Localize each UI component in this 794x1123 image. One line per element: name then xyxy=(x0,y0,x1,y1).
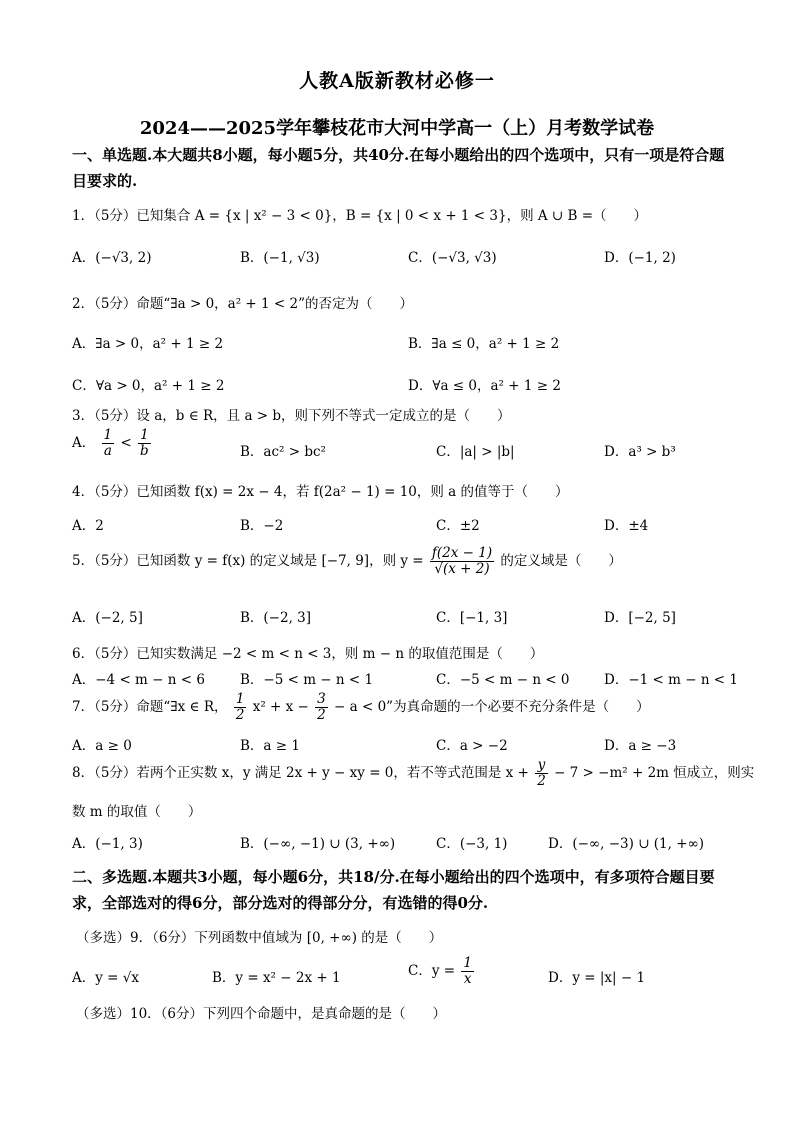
numerator: 3 xyxy=(317,691,326,707)
question-8-option-a: A．(−1, 3) xyxy=(72,836,143,852)
question-4-option-a: A．2 xyxy=(72,518,104,534)
denominator: b xyxy=(140,443,149,459)
question-7-option-b: B．a ≥ 1 xyxy=(240,738,300,754)
question-2-option-c: C．∀a > 0，a² + 1 ≥ 2 xyxy=(72,378,225,394)
fraction-1-over-a xyxy=(102,428,115,459)
stem-part-a: 7．（5分）命题“∃x ∈ R， xyxy=(72,699,228,715)
question-4-stem: 4．（5分）已知函数 f(x) = 2x − 4，若 f(2a² − 1) = 10，则 a 的值等于（ ） xyxy=(72,484,569,500)
numerator: 1 xyxy=(463,955,472,971)
question-8-option-c: C．(−3, 1) xyxy=(436,836,508,852)
question-5-option-d: D．[−2, 5] xyxy=(604,610,676,626)
stem-part-b: − 7 > −m² + 2m 恒成立，则实 xyxy=(554,765,755,781)
fraction-1-over-b xyxy=(138,428,151,459)
question-8-stem-continued: 数 m 的取值（ ） xyxy=(72,804,202,820)
question-4-option-c: C．±2 xyxy=(436,518,480,534)
numerator: 1 xyxy=(235,691,245,707)
question-6-option-d: D．−1 < m − n < 1 xyxy=(604,672,738,688)
option-a-prefix: A． xyxy=(72,435,96,451)
fraction-1-over-x xyxy=(461,956,474,987)
question-3-stem: 3．（5分）设 a，b ∈ R，且 a > b，则下列不等式一定成立的是（ ） xyxy=(72,408,511,424)
question-4-option-b: B．−2 xyxy=(240,518,284,534)
question-3-option-c: C．|a| > |b| xyxy=(436,444,515,460)
question-9-option-d: D．y = |x| − 1 xyxy=(548,970,646,986)
question-8-stem xyxy=(72,757,755,789)
fraction-one-half xyxy=(234,692,247,723)
numerator: f(2x − 1) xyxy=(431,545,493,561)
question-4-option-d: D．±4 xyxy=(604,518,649,534)
fraction-three-halves xyxy=(315,692,328,723)
question-6-option-c: C．−5 < m − n < 0 xyxy=(436,672,570,688)
question-2-option-b: B．∃a ≤ 0，a² + 1 ≥ 2 xyxy=(408,336,560,352)
question-7-option-c: C．a > −2 xyxy=(436,738,508,754)
question-2-option-a: A．∃a > 0，a² + 1 ≥ 2 xyxy=(72,336,224,352)
question-6-option-b: B．−5 < m − n < 1 xyxy=(240,672,374,688)
fraction-f-over-sqrt xyxy=(430,546,494,577)
question-9-stem: （多选）9．（6分）下列函数中值域为 [0, +∞) 的是（ ） xyxy=(76,930,443,946)
question-5-stem xyxy=(72,546,732,577)
question-3-option-a xyxy=(72,428,153,459)
question-6-stem: 6．（5分）已知实数满足 −2 < m < n < 3，则 m − n 的取值范围是（ ） xyxy=(72,646,544,662)
question-1-stem: 1．（5分）已知集合 A = {x | x² − 3 < 0}，B = {x | 0 < x + 1 < 3}，则 A ∪ B =（ ） xyxy=(72,208,648,224)
denominator: 2 xyxy=(317,707,326,723)
question-7-option-a: A．a ≥ 0 xyxy=(72,738,132,754)
option-c-prefix: C．y = xyxy=(408,963,456,979)
stem-part-a: 8．（5分）若两个正实数 x，y 满足 2x + y − xy = 0，若不等式范围是 x + xyxy=(72,765,529,781)
denominator: 2 xyxy=(537,773,546,789)
question-2-stem: 2．（5分）命题“∃a > 0，a² + 1 < 2”的否定为（ ） xyxy=(72,296,414,312)
operator: < xyxy=(120,435,132,451)
question-10-stem: （多选）10．（6分）下列四个命题中，是真命题的是（ ） xyxy=(76,1006,447,1022)
question-8-option-d: D．(−∞, −3) ∪ (1, +∞) xyxy=(548,836,705,852)
exam-subtitle: 人教A版新教材必修一 xyxy=(299,70,495,92)
question-2-option-d: D．∀a ≤ 0，a² + 1 ≥ 2 xyxy=(408,378,561,394)
denominator: x xyxy=(463,971,472,987)
exam-title: 2024——2025学年攀枝花市大河中学高一（上）月考数学试卷 xyxy=(139,118,655,139)
stem-part-mid: x² + x − xyxy=(252,699,309,715)
question-1-option-d: D．(−1, 2) xyxy=(604,250,676,266)
question-1-option-a: A．(−√3, 2) xyxy=(72,250,152,266)
stem-part-b: 的定义域是（ ） xyxy=(500,553,622,569)
question-5-option-b: B．(−2, 3] xyxy=(240,610,312,626)
numerator: 1 xyxy=(138,428,151,444)
denominator: 2 xyxy=(235,707,245,723)
question-9-option-a: A．y = √x xyxy=(72,970,139,986)
section-2-heading: 二、多选题.本题共3小题，每小题6分，共18/分.在每小题给出的四个选项中，有多项符合题目要求，全部选对的得6分，部分选对的得部分分，有选错的得0分. xyxy=(72,868,715,912)
question-7-option-d: D．a ≥ −3 xyxy=(604,738,677,754)
numerator: y xyxy=(535,758,548,774)
denominator: √(x + 2) xyxy=(434,561,490,577)
question-9-option-c xyxy=(408,956,476,987)
question-8-option-b: B．(−∞, −1) ∪ (3, +∞) xyxy=(240,836,396,852)
section-1-heading: 一、单选题.本大题共8小题，每小题5分，共40分.在每小题给出的四个选项中，只有一项是符合题目要求的. xyxy=(72,146,725,190)
question-1-option-b: B．(−1, √3) xyxy=(240,250,320,266)
fraction-y-over-2 xyxy=(535,758,548,789)
stem-part-a: 5．（5分）已知函数 y = f(x) 的定义域是 [−7, 9]，则 y = xyxy=(72,553,424,569)
question-9-option-b: B．y = x² − 2x + 1 xyxy=(212,970,341,986)
question-7-stem xyxy=(72,692,732,723)
question-6-option-a: A．−4 < m − n < 6 xyxy=(72,672,205,688)
stem-part-b: − a < 0”为真命题的一个必要不充分条件是（ ） xyxy=(334,699,650,715)
numerator: 1 xyxy=(103,427,113,443)
question-5-option-c: C．[−1, 3] xyxy=(436,610,508,626)
question-5-option-a: A．(−2, 5] xyxy=(72,610,143,626)
question-1-option-c: C．(−√3, √3) xyxy=(408,250,497,266)
question-3-option-d: D．a³ > b³ xyxy=(604,444,676,460)
question-3-option-b: B．ac² > bc² xyxy=(240,444,326,460)
denominator: a xyxy=(103,443,112,459)
